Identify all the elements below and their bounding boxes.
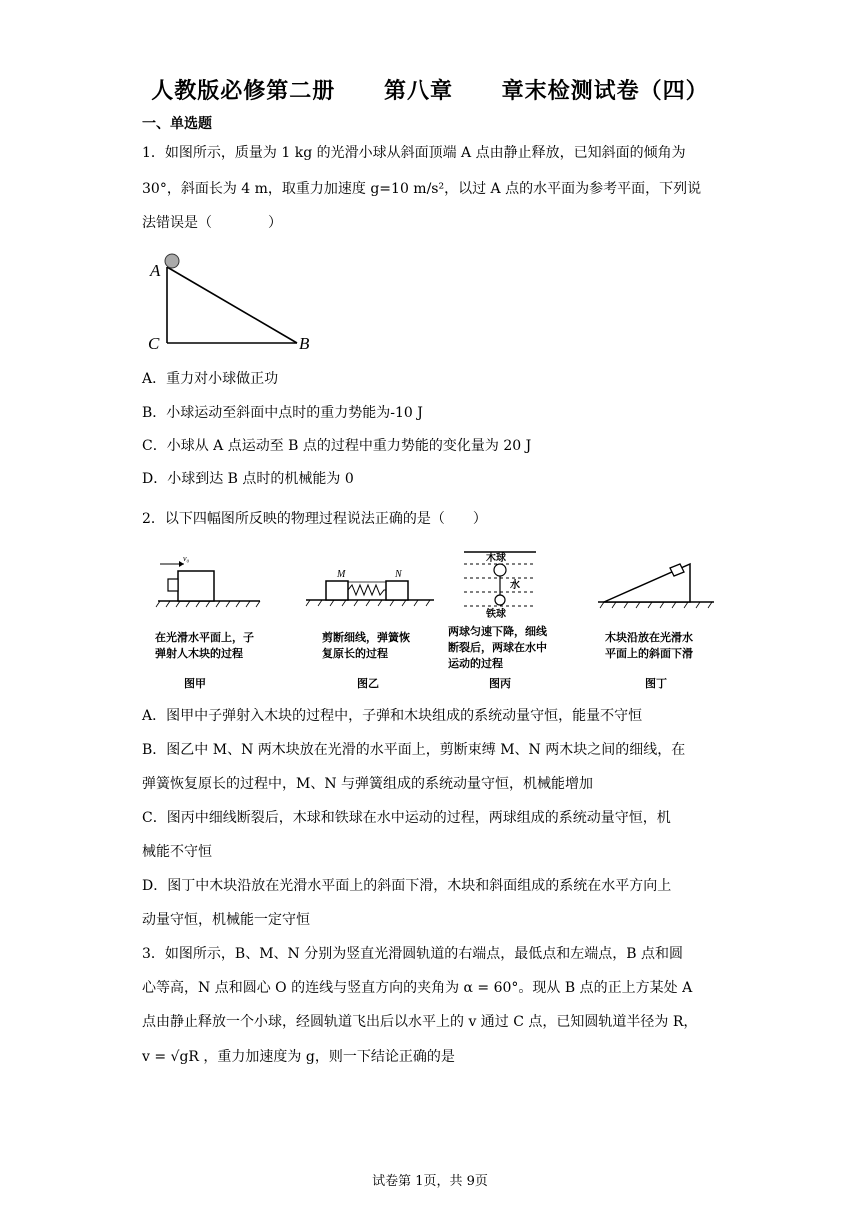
caption-line: 平面上的斜面下滑 bbox=[605, 647, 693, 660]
caption-line: 运动的过程 bbox=[448, 657, 503, 670]
q2-option-b-line1: B．图乙中 M、N 两木块放在光滑的水平面上，剪断束缚 M、N 两木块之间的细线，在 bbox=[142, 742, 686, 758]
q3-stem-line4: v = √gR ，重力加速度为 g，则一下结论正确的是 bbox=[142, 1049, 455, 1065]
q2-option-b-line2: 弹簧恢复原长的过程中，M、N 与弹簧组成的系统动量守恒，机械能增加 bbox=[142, 776, 594, 792]
caption-line: 弹射人木块的过程 bbox=[155, 647, 243, 660]
figure-jia-caption bbox=[155, 630, 275, 662]
ball-icon bbox=[165, 254, 179, 268]
page-footer: 试卷第 1页，共 9页 bbox=[372, 1174, 488, 1189]
label-wood-ball: 木球 bbox=[486, 553, 506, 564]
title-book: 人教版必修第二册 bbox=[151, 79, 336, 104]
figure-jia-name: 图甲 bbox=[184, 677, 206, 690]
q1-incline-figure bbox=[140, 248, 330, 358]
figure-bing-name: 图丙 bbox=[489, 677, 511, 690]
caption-line: 复原长的过程 bbox=[322, 647, 388, 660]
figure-jia-diagram bbox=[150, 552, 270, 612]
iron-ball-icon bbox=[495, 595, 505, 605]
q2-option-d-line2: 动量守恒，机械能一定守恒 bbox=[142, 912, 310, 928]
q2-option-c-line2: 械能不守恒 bbox=[142, 844, 212, 860]
q1-stem-line1: 1．如图所示，质量为 1 kg 的光滑小球从斜面顶端 A 点由静止释放，已知斜面的倾角为 bbox=[142, 145, 686, 161]
figure-yi-diagram bbox=[300, 560, 440, 610]
figure-bing-caption bbox=[448, 624, 558, 672]
figure-ding-diagram bbox=[596, 556, 716, 612]
spring-icon bbox=[348, 585, 386, 595]
caption-line: 在光滑水平面上，子 bbox=[155, 631, 254, 644]
label-a: A bbox=[150, 261, 161, 280]
caption-line: 两球匀速下降，细线 bbox=[448, 625, 547, 638]
label-m: M bbox=[337, 569, 346, 580]
q1-stem-line3: 法错误是（ ） bbox=[142, 215, 282, 231]
title-chapter: 第八章 bbox=[383, 79, 453, 104]
caption-line: 剪断细线，弹簧恢 bbox=[322, 631, 410, 644]
figure-yi-name: 图乙 bbox=[357, 677, 379, 690]
q3-stem-line2: 心等高，N 点和圆心 O 的连线与竖直方向的夹角为 α = 60°。现从 B 点的正上方某处 A bbox=[142, 980, 693, 996]
label-n: N bbox=[395, 569, 402, 580]
caption-line: 木块沿放在光滑水 bbox=[605, 631, 693, 644]
q2-option-d-line1: D．图丁中木块沿放在光滑水平面上的斜面下滑，木块和斜面组成的系统在水平方向上 bbox=[142, 878, 672, 894]
q1-option-b: B．小球运动至斜面中点时的重力势能为-10 J bbox=[142, 405, 423, 421]
q2-option-a: A．图甲中子弹射入木块的过程中，子弹和木块组成的系统动量守恒，能量不守恒 bbox=[142, 708, 643, 724]
section-heading: 一、单选题 bbox=[142, 116, 212, 132]
caption-line: 断裂后，两球在水中 bbox=[448, 641, 547, 654]
figure-ding-name: 图丁 bbox=[645, 677, 667, 690]
title-paper: 章末检测试卷（四） bbox=[501, 79, 709, 104]
q1-stem-line2: 30°，斜面长为 4 m，取重力加速度 g=10 m/s²，以过 A 点的水平面为参考平面，下列说 bbox=[142, 181, 702, 197]
figure-yi-caption bbox=[322, 630, 432, 662]
label-iron-ball: 铁球 bbox=[486, 609, 506, 620]
q2-stem: 2．以下四幅图所反映的物理过程说法正确的是（ ） bbox=[142, 511, 487, 527]
label-b: B bbox=[299, 334, 310, 353]
q3-stem-line1: 3．如图所示，B、M、N 分别为竖直光滑圆轨道的右端点，最低点和左端点，B 点和圆 bbox=[142, 946, 683, 962]
label-c: C bbox=[148, 334, 160, 353]
wood-ball-icon bbox=[494, 564, 506, 576]
bullet-icon bbox=[168, 579, 178, 591]
label-v0: v₀ bbox=[183, 554, 190, 563]
q3-stem-line3: 点由静止释放一个小球，经圆轨道飞出后以水平上的 v 通过 C 点，已知圆轨道半径为 R， bbox=[142, 1014, 698, 1030]
figure-bing-diagram bbox=[460, 548, 540, 620]
q1-option-a: A．重力对小球做正功 bbox=[142, 371, 279, 387]
page-title bbox=[0, 74, 860, 105]
q2-option-c-line1: C．图丙中细线断裂后，木球和铁球在水中运动的过程，两球组成的系统动量守恒，机 bbox=[142, 810, 671, 826]
q1-option-c: C．小球从 A 点运动至 B 点的过程中重力势能的变化量为 20 J bbox=[142, 438, 532, 454]
figure-ding-caption bbox=[605, 630, 715, 662]
label-water: 水 bbox=[510, 580, 520, 591]
q1-option-d: D．小球到达 B 点时的机械能为 0 bbox=[142, 471, 354, 487]
